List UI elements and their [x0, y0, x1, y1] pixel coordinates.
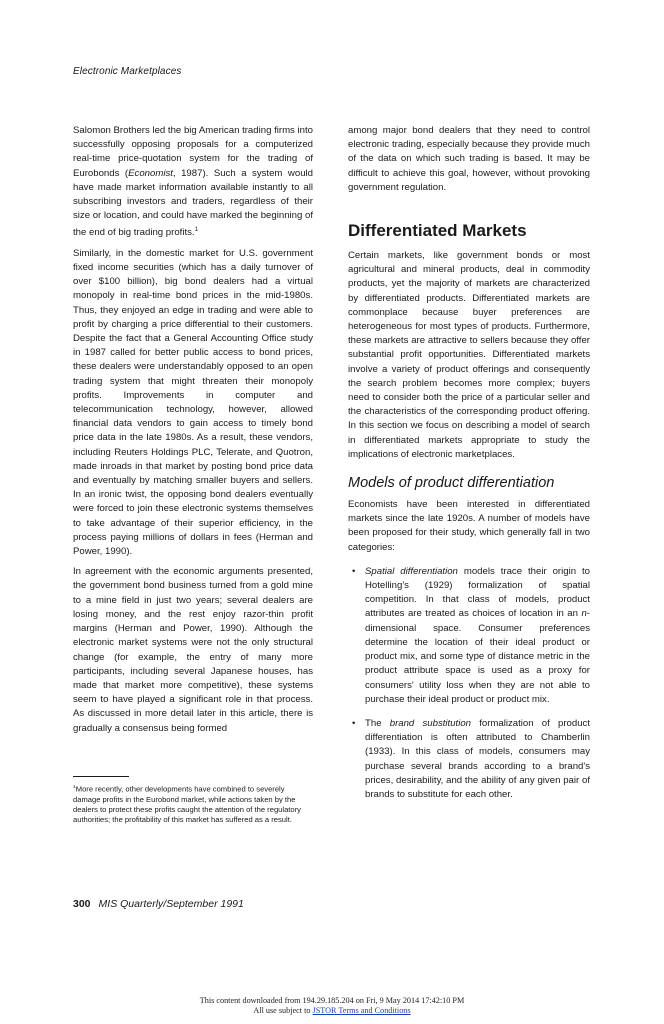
jstor-notice	[0, 996, 664, 1016]
footnote-ref: 1	[194, 226, 199, 234]
subsection-heading: Models of product differentiation	[348, 475, 555, 492]
paragraph: Similarly, in the domestic market for U.S. government fixed income securities (which has a daily turnover of over $100 billion), big bond dealers had a virtual monopoly in real-time bond prices in the mid-1980s. Thus, they enjoyed an edge in trading and were able to profit by charging a price differential to their customers. Despite the fact that a General Accounting Office study in 1987 called for better public access to bond prices, these dealers were understandably opposed to an open trading system that might threaten their monopoly profits. Improvements in computer and telecommunication technology, however, allowed financial data vendors to gain access to timely bond price data in the late 1980s. As a result, these vendors, including Reuters Holdings PLC, Telerate, and Quotron, made inroads in that market by posting bond price data and eventually by matching smaller buyers and sellers. In an ironic twist, the opposing bond dealers eventually were forced to join these electronic systems themselves to take advantage of their superior efficiency, in the process paying millions of dollars in fees (Herman and Power, 1990).	[73, 247, 313, 558]
terms-line: All use subject to JSTOR Terms and Conditions	[253, 1006, 411, 1015]
paragraph: In agreement with the economic arguments presented, the government bond business turned from a gold mine to a mine field in just two years; several dealers are losing money, and the rest enjoy razor-thin profit margins (Herman and Power, 1990). Although the electronic market systems were not the only structural change (for example, the entry of many more participants, including several Japanese houses, has made that market more competitive), these systems seem to have played a significant role in that process. As discussed in more detail later in this article, there is gradually a consensus being formed	[73, 566, 313, 734]
download-info: This content downloaded from 194.29.185.204 on Fri, 9 May 2014 17:42:10 PM	[199, 996, 465, 1005]
bullet-icon: •	[352, 565, 356, 577]
section-heading: Differentiated Markets	[348, 221, 527, 241]
running-head: Electronic Marketplaces	[73, 66, 182, 77]
journal-name: MIS Quarterly/September 1991	[98, 898, 244, 910]
category-list	[348, 565, 590, 802]
citation-italic: Economist	[128, 167, 173, 179]
bullet-icon: •	[352, 717, 356, 729]
term-italic: brand substitution	[389, 717, 472, 729]
footnote-divider	[73, 776, 129, 777]
page-number: 300	[73, 898, 91, 910]
list-item: • The brand substitution formalization of product differentiation is often attributed to Chamberlin (1933). In this class of models, consumers may purchase several brands according to a brand's prices, desirability, and the ability of any given pair of brands to substitute for each other.	[352, 717, 591, 800]
paragraph: Economists have been interested in differentiated markets since the late 1920s. A number of models have been proposed for their study, which generally fall in two categories:	[348, 499, 590, 553]
paragraph: among major bond dealers that they need to control electronic trading, especially because they provide much of the data on which such trading is based. It may be difficult to achieve this goal, however, without provoking government regulation.	[348, 125, 590, 193]
right-column	[348, 124, 590, 812]
list-item: • Spatial differentiation models trace their origin to Hotelling's (1929) formalization of spatial competition. In that class of models, product attributes are treated as choices of location in an n-dimensional space. Consumer preferences determine the location of their ideal product or product mix, and some type of distance metric in the product attribute space is used as a proxy for consumers' utility loss when they are not able to purchase their ideal product or product mix.	[352, 565, 590, 705]
page-footer	[73, 898, 244, 910]
left-column	[73, 124, 313, 826]
paragraph: Certain markets, like government bonds or most agricultural and mineral products, deal in commodity products, yet the majority of markets are characterized by differentiated products. Differentiated markets are commonplace because buyer preferences are heterogeneous for most types of products. Furthermore, these markets are attractive to sellers because they offer substantial profit opportunities. Differentiated markets involve a variety of product offerings and consequently the search problem becomes more complex; buyers need to consider both the price of a particular seller and the characteristics of the corresponding product offering. In this section we focus on describing a model of search in differentiated markets appropriate to study the implications of electronic marketplaces.	[348, 250, 590, 460]
paragraph: Salomon Brothers led the big American trading firms into successfully opposing proposals for a computerized real-time price-quotation system for the trading of Eurobonds (Economist, 1987). Such a system would have made market information available instantly to all subscribing investors and traders, regardless of their size or location, and could have marked the beginning of the end of big trading profits.$^1$	[73, 125, 314, 239]
jstor-terms-link[interactable]: JSTOR Terms and Conditions	[312, 1006, 411, 1015]
footnote: $^1$More recently, other developments have combined to severely damage profits in the Eurobond market, while actions taken by the dealers to protect these profits caught the attention of the regulatory authorities; the profitability of this market has suffered as a result.	[73, 784, 301, 825]
footnote-mark: 1	[73, 784, 76, 790]
term-italic: Spatial differentiation	[365, 565, 458, 577]
